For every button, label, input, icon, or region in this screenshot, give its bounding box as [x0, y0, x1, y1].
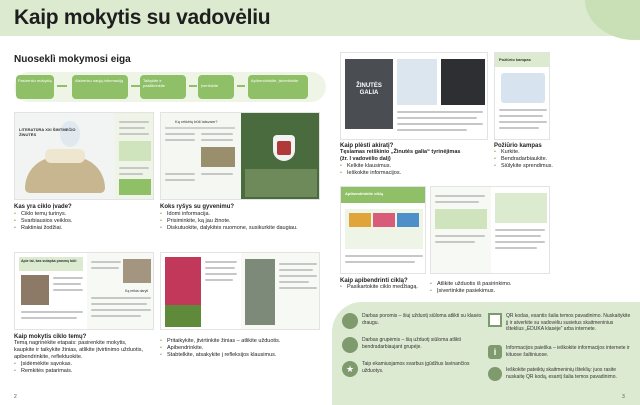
- caption-item: • Siūlykite sprendimus.: [494, 163, 574, 170]
- caption-item: • Apibendrinkite.: [160, 345, 330, 352]
- qr-icon: [488, 313, 502, 327]
- page-number-left: 2: [14, 394, 17, 400]
- caption-item: • Raktiniai žodžiai.: [14, 225, 154, 232]
- movie-title: ŽINUTĖS GALIA: [356, 83, 382, 96]
- flow-arrow-icon: [237, 85, 245, 87]
- flow-step-label: Pasirenku mokyklą: [18, 78, 52, 83]
- compass-heading: Požiūrio kampas: [499, 57, 531, 62]
- caption-line: apibendrinkite, reflektuokite.: [14, 354, 83, 360]
- flow-step-5: [248, 75, 308, 99]
- caption-topic-title: Kaip mokytis ciklo temų?: [14, 334, 87, 340]
- caption-item: • Kurkite.: [494, 149, 574, 156]
- spread-intro: [14, 112, 154, 200]
- flow-title: Nuoseklì mokymosi eiga: [14, 54, 131, 65]
- legend-text: Darbas poromis – šiuį užduotį siūloma atlikti su klasės draugu.: [362, 313, 482, 326]
- legend-text: Informacijos paieška – ieškokite informacijos internete ir kituose šaltiniuose.: [506, 345, 630, 358]
- caption-item: • Įsidėmėkite sąvokas.: [14, 361, 159, 368]
- key-icon: [488, 367, 502, 381]
- legend-text: QR kodas, esantis šalia temos pavadinimo. Nuskaitykite jį ir atverkite su vadovėliu susietus skaitmeninius išteklius „ĖDUKA klasėje“ arba internete.: [506, 313, 631, 332]
- caption-line: kaupkite ir taikykite žinias, atlikite įtvirtinimo užduotis,: [14, 347, 143, 353]
- caption-item: • Prisiminkite, ką jau žinote.: [160, 218, 330, 225]
- caption-summary-title: Kaip apibendrinti ciklą?: [340, 278, 408, 284]
- question-heading: Ką reikėtų būti laisvam?: [175, 119, 218, 124]
- caption-compass: [494, 143, 574, 170]
- caption-item: • Ciklo temų turinys.: [14, 211, 154, 218]
- caption-compass-title: Požiūrio kampas: [494, 143, 542, 149]
- star-icon: ★: [342, 361, 358, 377]
- legend-text: Darbas grupėmis – šią užduotį siūloma atlikti bendradarbiaujant grupėje.: [362, 337, 461, 350]
- caption-item: • Idomi informacija.: [160, 211, 330, 218]
- caption-expand-sub: Tęsiamas reiškinio „Žinutės galia“ tyrinėjimas: [340, 149, 461, 155]
- flow-step-label: Atsirenku naują informaciją: [75, 78, 124, 83]
- group-work-icon: [342, 337, 358, 353]
- pair-work-icon: [342, 313, 358, 329]
- summary-heading: Apibendrinkite ciklą: [345, 191, 384, 196]
- caption-expand: [340, 143, 490, 177]
- spread-expand: [340, 52, 488, 140]
- poet-heading: Apie tai, kas sutapka prasmę būti: [21, 259, 77, 263]
- flow-step-label: Įvertinkite: [201, 83, 219, 88]
- caption-item: • Pritaikykite, įtvirtinkite žinias – atlikite užduotis.: [160, 338, 330, 345]
- flow-step-1: [16, 75, 54, 99]
- spread-compass: [494, 52, 550, 140]
- caption-summary: [340, 278, 430, 291]
- caption-links: [160, 204, 330, 232]
- caption-expand-title: Kaip plėsti akiratį?: [340, 143, 394, 149]
- flow-step-3: [140, 75, 186, 99]
- spread-summary-left: [340, 186, 426, 274]
- page-number-right: 3: [622, 394, 625, 400]
- info-icon: i: [488, 345, 502, 359]
- flow-step-2: [72, 75, 128, 99]
- flow-arrow-icon: [57, 85, 67, 87]
- caption-item: • Stabtelkite, atsakykite į refleksijos klausimus.: [160, 352, 330, 359]
- small-label: Ką reikia daryti: [125, 289, 149, 293]
- spread-links: [160, 112, 320, 200]
- caption-topic: [14, 334, 159, 375]
- statue-photo: [245, 259, 275, 325]
- caption-item: • Diskutuokite, dalykitės nuomone, susikurkite daugiau.: [160, 225, 330, 232]
- spread-summary-right: [430, 186, 550, 274]
- caption-item: • Svarbiausios veiklos.: [14, 218, 154, 225]
- caption-line: Temą nagrinėkite etapais: pasirenkite mokytis,: [14, 340, 127, 346]
- caption-item: • Atlikite užduotis iš pasirinkimo.: [430, 281, 550, 288]
- flow-step-label: Apibendrinkite, įsivertinkite: [251, 78, 299, 83]
- spread-topic: [14, 252, 154, 330]
- book-page-title: LITERATŪRA XXI ŠIMTMEČIO ŽINUTĖS: [19, 127, 76, 137]
- caption-item: • Remkitės patarimais.: [14, 368, 159, 375]
- caption-expand-sub: (žr. I vadovėlio dalį): [340, 156, 391, 162]
- flow-step-4: [198, 75, 234, 99]
- caption-intro-title: Kas yra ciklo įvade?: [14, 204, 72, 210]
- legend-text: Taip ekamiuojamos svarbus įgūdžius lavinančios užduotys.: [362, 361, 470, 374]
- caption-summary-right: [430, 281, 550, 295]
- caption-intro: [14, 204, 154, 232]
- caption-item: • Įsivertinkite pasiekimus.: [430, 288, 550, 295]
- flow-arrow-icon: [189, 85, 197, 87]
- caption-item: • Bendradarbiaukite.: [494, 156, 574, 163]
- caption-apply: [160, 338, 330, 359]
- spread-apply: [160, 252, 320, 330]
- caption-item: • Ieškokite informacijos.: [340, 170, 490, 177]
- portrait-photo: [21, 275, 49, 305]
- caption-item: • Kelkite klausimus.: [340, 163, 490, 170]
- flow-step-label: Taikykite ir pasitikrinkite: [143, 78, 166, 88]
- header-title: Kaip mokytis su vadovėliu: [14, 6, 271, 29]
- caption-item: • Pasikartokite ciklo medžiagą.: [340, 284, 430, 291]
- legend-text: Ieškokite pateiktų skaitmeninių išteklių: juos rasite nuskaitę QR kodą, esantį šalia temos pavadinimo.: [506, 367, 617, 380]
- caption-links-title: Koks ryšys su gyvenimu?: [160, 204, 235, 210]
